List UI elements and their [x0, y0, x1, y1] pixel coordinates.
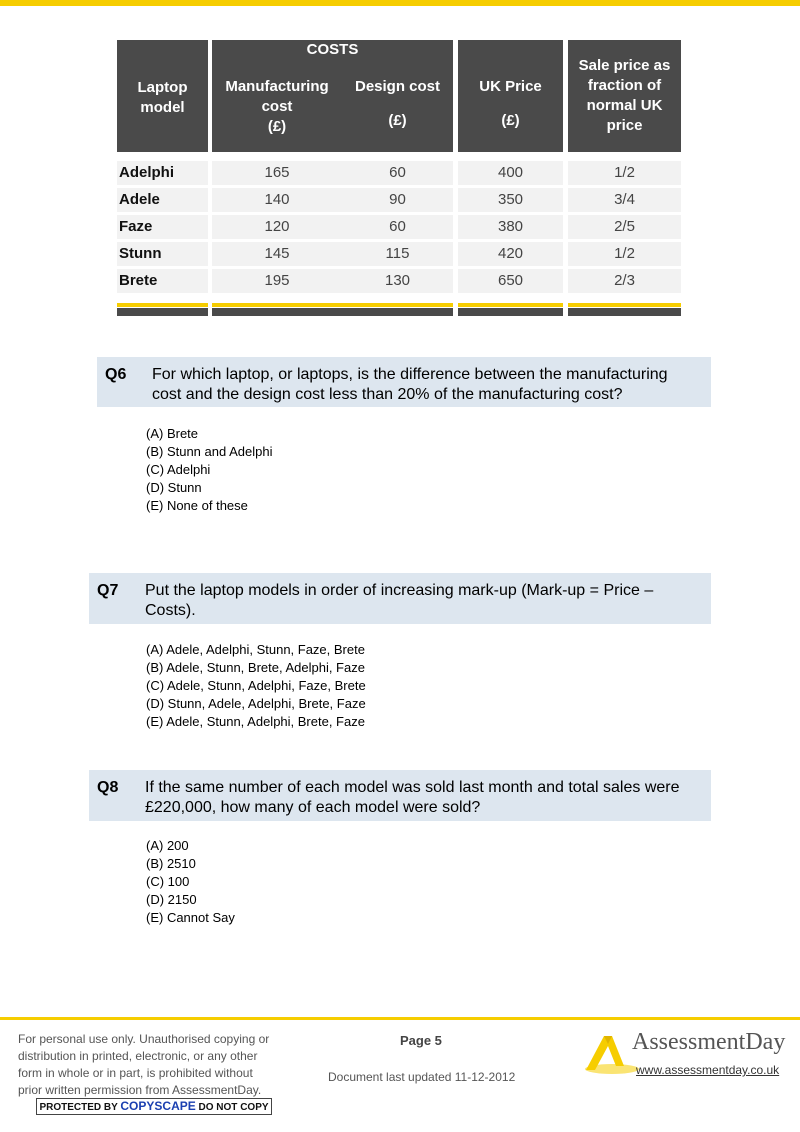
- cell-design: 130: [384, 272, 411, 289]
- answer-options-q8: [146, 837, 235, 927]
- answer-option[interactable]: (C) 100: [146, 874, 190, 889]
- answer-options-q6: [146, 425, 272, 515]
- answer-option[interactable]: (E) None of these: [146, 498, 248, 513]
- answer-option[interactable]: (D) 2150: [146, 892, 197, 907]
- cell-costs: [212, 215, 453, 239]
- cell-fraction: 3/4: [568, 188, 681, 212]
- table-footer-accent: [212, 303, 453, 307]
- answer-options-q7: [146, 641, 366, 731]
- answer-option[interactable]: (C) Adelphi: [146, 462, 211, 477]
- cell-design: 115: [385, 245, 410, 262]
- answer-option[interactable]: (B) 2510: [146, 856, 196, 871]
- header-laptop-model: Laptop model: [117, 40, 208, 152]
- cell-price: 420: [458, 242, 563, 266]
- last-updated: Document last updated 11-12-2012: [328, 1070, 516, 1084]
- answer-option[interactable]: (E) Cannot Say: [146, 910, 235, 925]
- cell-price: 650: [458, 269, 563, 293]
- answer-option[interactable]: (D) Stunn: [146, 480, 202, 495]
- cell-fraction: 1/2: [568, 161, 681, 185]
- cell-model: Adelphi: [117, 161, 208, 185]
- question-text: For which laptop, or laptops, is the difference between the manufacturing cost and the design cost less than 20% of the manufacturing cost?: [152, 366, 668, 403]
- question-number: Q6: [105, 366, 127, 383]
- cell-manufacturing: 145: [264, 245, 290, 262]
- cell-model: Stunn: [117, 242, 208, 266]
- question-q6: [97, 357, 711, 407]
- answer-option[interactable]: (D) Stunn, Adele, Adelphi, Brete, Faze: [146, 696, 366, 711]
- table-footer-bar: [458, 308, 563, 316]
- question-text: If the same number of each model was sold last month and total sales were £220,000, how many of each model were sold?: [145, 779, 680, 816]
- table-footer-bar: [212, 308, 453, 316]
- cell-price: 350: [458, 188, 563, 212]
- cell-manufacturing: 140: [264, 191, 290, 208]
- question-number: Q7: [97, 582, 119, 599]
- table-footer-accent: [117, 303, 208, 307]
- table-footer-accent: [458, 303, 563, 307]
- cell-design: 60: [389, 164, 406, 181]
- answer-option[interactable]: (A) Adele, Adelphi, Stunn, Faze, Brete: [146, 642, 365, 657]
- table-footer-bar: [568, 308, 681, 316]
- brand-name: AssessmentDay: [632, 1029, 786, 1055]
- answer-option[interactable]: (A) Brete: [146, 426, 199, 441]
- header-sale-fraction: Sale price as fraction of normal UK price: [568, 40, 681, 152]
- header-uk-price: UK Price (£): [458, 40, 563, 152]
- cell-manufacturing: 120: [264, 218, 290, 235]
- table-footer-bar: [117, 308, 208, 316]
- cell-costs: [212, 269, 453, 293]
- answer-option[interactable]: (B) Stunn and Adelphi: [146, 444, 273, 459]
- answer-option[interactable]: (B) Adele, Stunn, Brete, Adelphi, Faze: [146, 660, 365, 675]
- cell-design: 90: [389, 191, 406, 208]
- costs-group-label: COSTS: [306, 41, 359, 58]
- cell-price: 380: [458, 215, 563, 239]
- footer-accent-line: [0, 1017, 800, 1020]
- cell-costs: [212, 188, 453, 212]
- laptop-costs-table: [117, 40, 681, 317]
- header-manufacturing-cost: Manufacturing cost (£): [225, 78, 329, 135]
- question-number: Q8: [97, 779, 119, 796]
- table-footer-accent: [568, 303, 681, 307]
- answer-option[interactable]: (C) Adele, Stunn, Adelphi, Faze, Brete: [146, 678, 366, 693]
- cell-fraction: 2/5: [568, 215, 681, 239]
- header-design-cost: Design cost (£): [354, 78, 441, 129]
- cell-costs: [212, 161, 453, 185]
- cell-costs: [212, 242, 453, 266]
- assessmentday-logo-icon: [578, 1030, 640, 1076]
- top-accent-bar: [0, 0, 800, 6]
- cell-manufacturing: 195: [264, 272, 290, 289]
- header-costs-group: [212, 40, 453, 152]
- cell-manufacturing: 165: [264, 164, 290, 181]
- cell-model: Faze: [117, 215, 208, 239]
- legal-notice: For personal use only. Unauthorised copying or distribution in printed, electronic, or any other form in whole or in part, is prohibited without prior written permission from AssessmentDay.: [18, 1032, 270, 1097]
- question-text: Put the laptop models in order of increasing mark-up (Mark-up = Price – Costs).: [145, 582, 654, 619]
- answer-option[interactable]: (A) 200: [146, 838, 189, 853]
- cell-model: Brete: [117, 269, 208, 293]
- cell-fraction: 1/2: [568, 242, 681, 266]
- cell-design: 60: [389, 218, 406, 235]
- cell-fraction: 2/3: [568, 269, 681, 293]
- copyscape-badge[interactable]: PROTECTED BY COPYSCAPE DO NOT COPY: [36, 1098, 272, 1115]
- answer-option[interactable]: (E) Adele, Stunn, Adelphi, Brete, Faze: [146, 714, 365, 729]
- cell-price: 400: [458, 161, 563, 185]
- question-q8: [89, 770, 711, 821]
- page-number: Page 5: [400, 1033, 442, 1048]
- brand-url-link[interactable]: www.assessmentday.co.uk: [636, 1063, 780, 1077]
- cell-model: Adele: [117, 188, 208, 212]
- question-q7: [89, 573, 711, 624]
